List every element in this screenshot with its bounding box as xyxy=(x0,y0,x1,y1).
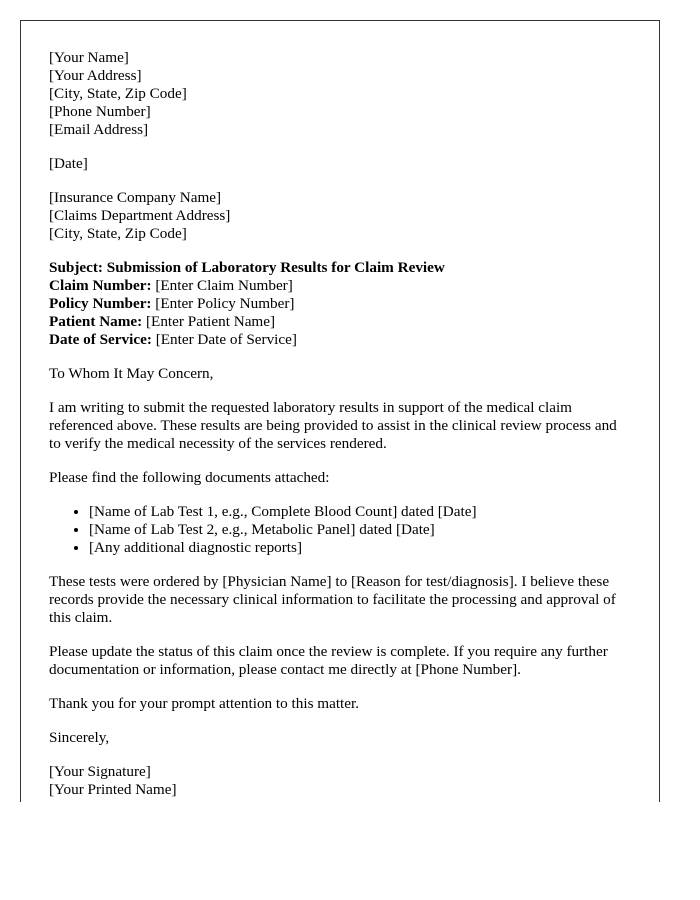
date-block xyxy=(49,155,629,173)
list-item: • [Name of Lab Test 2, e.g., Metabolic Panel] dated [Date] xyxy=(89,521,629,539)
policy-number-label: Policy Number: xyxy=(49,295,152,312)
sender-address: [Your Address] xyxy=(49,67,142,84)
valediction: Sincerely, xyxy=(49,729,110,746)
body-paragraph-4: Please update the status of this claim once the review is complete. If you require any further documentation or information, please contact me directly at [Phone Number]. xyxy=(49,643,608,678)
claim-number-line xyxy=(49,277,629,295)
subject-line xyxy=(49,259,629,277)
recipient-city-state-zip: [City, State, Zip Code] xyxy=(49,225,187,242)
sender-phone: [Phone Number] xyxy=(49,103,151,120)
signature-block xyxy=(49,763,629,799)
salutation: To Whom It May Concern, xyxy=(49,365,214,382)
body-paragraph-3: These tests were ordered by [Physician Name] to [Reason for test/diagnosis]. I believe these records provide the necessary clinical information to facilitate the processing and approval of this claim. xyxy=(49,573,616,626)
letter-content xyxy=(49,49,629,799)
printed-name: [Your Printed Name] xyxy=(49,781,177,798)
sender-city-state-zip: [City, State, Zip Code] xyxy=(49,85,187,102)
recipient-block xyxy=(49,189,629,243)
policy-number-value: [Enter Policy Number] xyxy=(151,295,295,312)
claim-details-block xyxy=(49,259,629,349)
patient-name-label: Patient Name: xyxy=(49,313,143,330)
date-of-service-label: Date of Service: xyxy=(49,331,152,348)
attachments-list xyxy=(49,503,629,557)
body-paragraph-1: I am writing to submit the requested laboratory results in support of the medical claim referenced above. These results are being provided to assist in the clinical review process and to verify the medical necessity of the services rendered. xyxy=(49,399,617,452)
claim-number-label: Claim Number: xyxy=(49,277,152,294)
policy-number-line xyxy=(49,295,629,313)
claim-number-value: [Enter Claim Number] xyxy=(151,277,293,294)
body-paragraph-2: Please find the following documents attached: xyxy=(49,469,330,486)
letter-page xyxy=(20,20,660,802)
list-item: • [Any additional diagnostic reports] xyxy=(89,539,629,557)
sender-name: [Your Name] xyxy=(49,49,129,66)
body-paragraph-5: Thank you for your prompt attention to this matter. xyxy=(49,695,360,712)
date-of-service-line xyxy=(49,331,629,349)
patient-name-line xyxy=(49,313,629,331)
signature-placeholder: [Your Signature] xyxy=(49,763,151,780)
subject-text: Subject: Submission of Laboratory Results for Claim Review xyxy=(49,259,445,276)
sender-block xyxy=(49,49,629,139)
recipient-company: [Insurance Company Name] xyxy=(49,189,222,206)
letter-date: [Date] xyxy=(49,155,88,172)
date-of-service-value: [Enter Date of Service] xyxy=(151,331,297,348)
patient-name-value: [Enter Patient Name] xyxy=(142,313,276,330)
recipient-department-address: [Claims Department Address] xyxy=(49,207,231,224)
list-item: • [Name of Lab Test 1, e.g., Complete Blood Count] dated [Date] xyxy=(89,503,629,521)
sender-email: [Email Address] xyxy=(49,121,149,138)
